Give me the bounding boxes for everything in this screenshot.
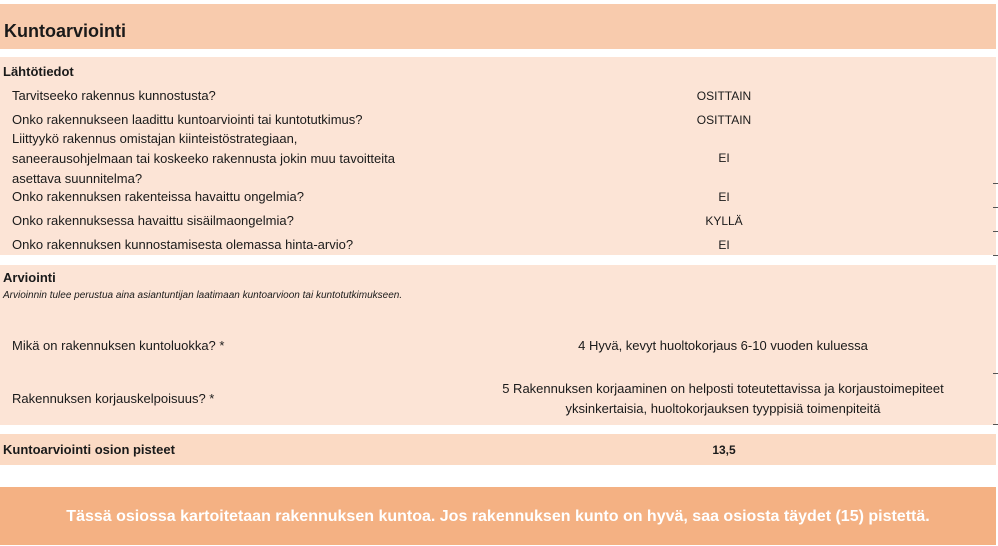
answer-rakenteet[interactable]: EI	[718, 190, 730, 204]
answer-hinta-arvio[interactable]: EI	[718, 238, 730, 252]
answer-sisailma[interactable]: KYLLÄ	[705, 214, 743, 228]
korjauskelpoisuus-line2: yksinkertaisia, huoltokorjauksen tyyppisiä toimenpiteitä	[565, 401, 881, 416]
question-strategia-line2: saneerausohjelmaan tai koskeeko rakennusta jokin muu tavoitteita	[12, 151, 396, 166]
kuntoluokka-question: Mikä on rakennuksen kuntoluokka? *	[12, 338, 225, 353]
cell-border-mark	[993, 424, 998, 425]
lahtotiedot-heading: Lähtötiedot	[3, 64, 74, 79]
question-sisailma: Onko rakennuksessa havaittu sisäilmaongelmia?	[12, 213, 294, 228]
cell-border-mark	[993, 207, 998, 208]
korjauskelpoisuus-line1: 5 Rakennuksen korjaaminen on helposti toteutettavissa ja korjaustoimepiteet	[502, 381, 944, 396]
page-title: Kuntoarviointi	[4, 21, 126, 41]
score-label: Kuntoarviointi osion pisteet	[3, 442, 175, 457]
korjauskelpoisuus-select[interactable]	[460, 379, 986, 419]
cell-border-mark	[993, 231, 998, 232]
question-kuntoarviointi: Onko rakennukseen laadittu kuntoarviointi tai kuntotutkimus?	[12, 112, 363, 127]
cell-border-mark	[993, 373, 998, 374]
question-strategia-line1: Liittyykö rakennus omistajan kiinteistöstrategiaan,	[12, 131, 298, 146]
cell-border-mark	[993, 183, 998, 184]
question-strategia-line3: asettava suunnitelma?	[12, 171, 143, 186]
question-hinta-arvio: Onko rakennuksen kunnostamisesta olemassa hinta-arvio?	[12, 237, 354, 252]
answer-kunnostus[interactable]: OSITTAIN	[696, 89, 752, 103]
arviointi-note: Arvioinnin tulee perustua aina asiantuntijan laatimaan kuntoarvioon tai kuntotutkimukseen.	[3, 290, 403, 301]
question-kunnostus: Tarvitseeko rakennus kunnostusta?	[12, 88, 216, 103]
title-band	[0, 4, 996, 49]
answer-strategia[interactable]: EI	[718, 151, 730, 165]
arviointi-heading: Arviointi	[3, 270, 56, 285]
cell-border-mark	[993, 255, 998, 256]
korjauskelpoisuus-question: Rakennuksen korjauskelpoisuus? *	[12, 391, 215, 406]
footer-text: Tässä osiossa kartoitetaan rakennuksen kuntoa. Jos rakennuksen kunto on hyvä, saa osiosta täydet (15) pistettä.	[66, 508, 930, 525]
kuntoluokka-select[interactable]: 4 Hyvä, kevyt huoltokorjaus 6-10 vuoden kuluessa	[578, 338, 868, 353]
score-value: 13,5	[712, 443, 736, 457]
question-rakenteet: Onko rakennuksen rakenteissa havaittu ongelmia?	[12, 189, 304, 204]
answer-kuntoarviointi[interactable]: OSITTAIN	[696, 113, 752, 127]
